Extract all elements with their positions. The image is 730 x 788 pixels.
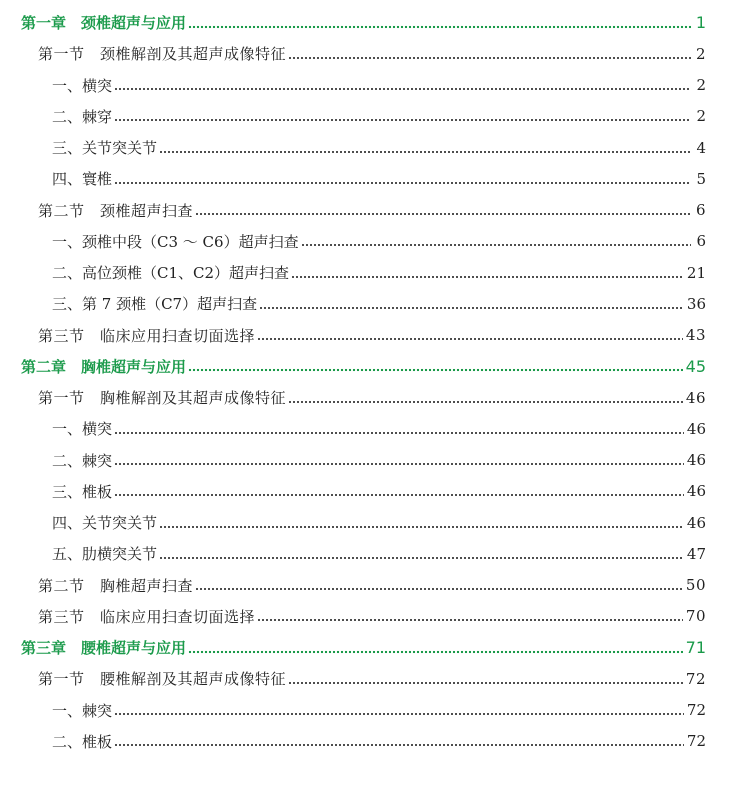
toc-entry-title: 四、关节突关节 (52, 514, 158, 533)
toc-page-number: 4 (696, 138, 706, 157)
toc-page-number: 21 (686, 263, 706, 282)
toc-item-row[interactable] (0, 507, 730, 538)
toc-chapter-row[interactable] (0, 351, 730, 382)
toc-item-row[interactable] (0, 101, 730, 132)
toc-page-number: 5 (696, 169, 706, 188)
toc-entry-title: 第三节 临床应用扫查切面选择 (38, 607, 256, 626)
toc-section-row[interactable] (0, 663, 730, 694)
toc-section-row[interactable] (0, 195, 730, 226)
toc-section-row[interactable] (0, 38, 730, 69)
dot-leader (188, 368, 683, 372)
toc-entry-title: 一、棘突 (52, 701, 113, 720)
toc-page-number: 6 (696, 232, 706, 251)
toc-entry-title: 第一节 颈椎解剖及其超声成像特征 (38, 45, 287, 64)
toc-entry-title: 四、寰椎 (52, 170, 113, 189)
toc-page-number: 72 (686, 701, 706, 720)
toc-entry-title: 第二节 颈椎超声扫查 (38, 201, 194, 220)
toc-entry-title: 第一节 胸椎解剖及其超声成像特征 (38, 389, 287, 408)
toc-page-number: 36 (686, 294, 706, 313)
toc-chapter-row[interactable] (0, 632, 730, 663)
toc-item-row[interactable] (0, 726, 730, 757)
toc-item-row[interactable] (0, 70, 730, 101)
toc-entry-title: 二、棘穿 (52, 107, 113, 126)
toc-entry-title: 一、颈椎中段（C3 ～ C6）超声扫查 (52, 232, 299, 251)
toc-entry-title: 二、棘突 (52, 451, 113, 470)
toc-page-number: 2 (696, 76, 706, 95)
toc-section-row[interactable] (0, 570, 730, 601)
toc-entry-title: 第二节 胸椎超声扫查 (38, 576, 194, 595)
toc-entry-title: 二、椎板 (52, 732, 113, 751)
toc-entry-title: 一、横突 (52, 76, 113, 95)
toc-page-number: 50 (685, 576, 706, 595)
dot-leader (188, 650, 683, 654)
toc-item-row[interactable] (0, 695, 730, 726)
dot-leader (291, 275, 684, 279)
toc-page-number: 43 (685, 326, 706, 345)
toc-page-number: 71 (685, 638, 706, 658)
toc-page-number: 70 (685, 607, 706, 626)
toc-page-number: 46 (685, 388, 706, 407)
dot-leader (257, 618, 683, 622)
toc-entry-title: 第三章 腰椎超声与应用 (21, 639, 187, 658)
dot-leader (159, 150, 691, 154)
dot-leader (114, 431, 684, 435)
dot-leader (301, 243, 691, 247)
toc-section-row[interactable] (0, 601, 730, 632)
toc-page-number: 46 (686, 513, 706, 532)
toc-item-row[interactable] (0, 476, 730, 507)
toc-item-row[interactable] (0, 132, 730, 163)
toc-item-row[interactable] (0, 288, 730, 319)
toc-entry-title: 二、高位颈椎（C1、C2）超声扫查 (52, 264, 290, 283)
toc-page-number: 2 (695, 44, 706, 63)
toc-page-number: 46 (686, 482, 706, 501)
toc-entry-title: 第一节 腰椎解剖及其超声成像特征 (38, 670, 287, 689)
toc-page-number: 46 (686, 451, 706, 470)
toc-section-row[interactable] (0, 382, 730, 413)
toc-entry-title: 第一章 颈椎超声与应用 (21, 14, 187, 33)
toc-entry-title: 第二章 胸椎超声与应用 (21, 357, 187, 376)
dot-leader (159, 556, 684, 560)
toc-page-number: 46 (686, 419, 706, 438)
toc-page-number: 47 (686, 544, 706, 563)
toc-entry-title: 一、横突 (52, 420, 113, 439)
toc-item-row[interactable] (0, 226, 730, 257)
toc-page-number: 72 (686, 732, 706, 751)
toc-page-number: 72 (685, 669, 706, 688)
dot-leader (114, 87, 691, 91)
dot-leader (259, 306, 684, 310)
dot-leader (288, 400, 683, 404)
toc-item-row[interactable] (0, 445, 730, 476)
toc-item-row[interactable] (0, 257, 730, 288)
table-of-contents (0, 7, 730, 757)
dot-leader (114, 712, 684, 716)
dot-leader (159, 525, 684, 529)
toc-item-row[interactable] (0, 538, 730, 569)
dot-leader (195, 212, 691, 216)
toc-entry-title: 三、第 7 颈椎（C7）超声扫查 (52, 295, 258, 314)
toc-item-row[interactable] (0, 413, 730, 444)
toc-page-number: 2 (696, 107, 706, 126)
dot-leader (114, 493, 684, 497)
toc-entry-title: 第三节 临床应用扫查切面选择 (38, 326, 256, 345)
dot-leader (188, 25, 691, 29)
dot-leader (114, 462, 684, 466)
dot-leader (288, 56, 691, 60)
dot-leader (195, 587, 683, 591)
toc-entry-title: 五、肋横突关节 (52, 545, 158, 564)
dot-leader (114, 181, 691, 185)
toc-entry-title: 三、关节突关节 (52, 139, 158, 158)
dot-leader (114, 743, 684, 747)
toc-item-row[interactable] (0, 163, 730, 194)
toc-page-number: 6 (695, 201, 706, 220)
toc-section-row[interactable] (0, 320, 730, 351)
dot-leader (257, 337, 683, 341)
toc-page-number: 45 (685, 356, 706, 376)
dot-leader (114, 118, 691, 122)
dot-leader (288, 681, 683, 685)
toc-page-number: 1 (695, 13, 706, 33)
toc-entry-title: 三、椎板 (52, 482, 113, 501)
toc-chapter-row[interactable] (0, 7, 730, 38)
